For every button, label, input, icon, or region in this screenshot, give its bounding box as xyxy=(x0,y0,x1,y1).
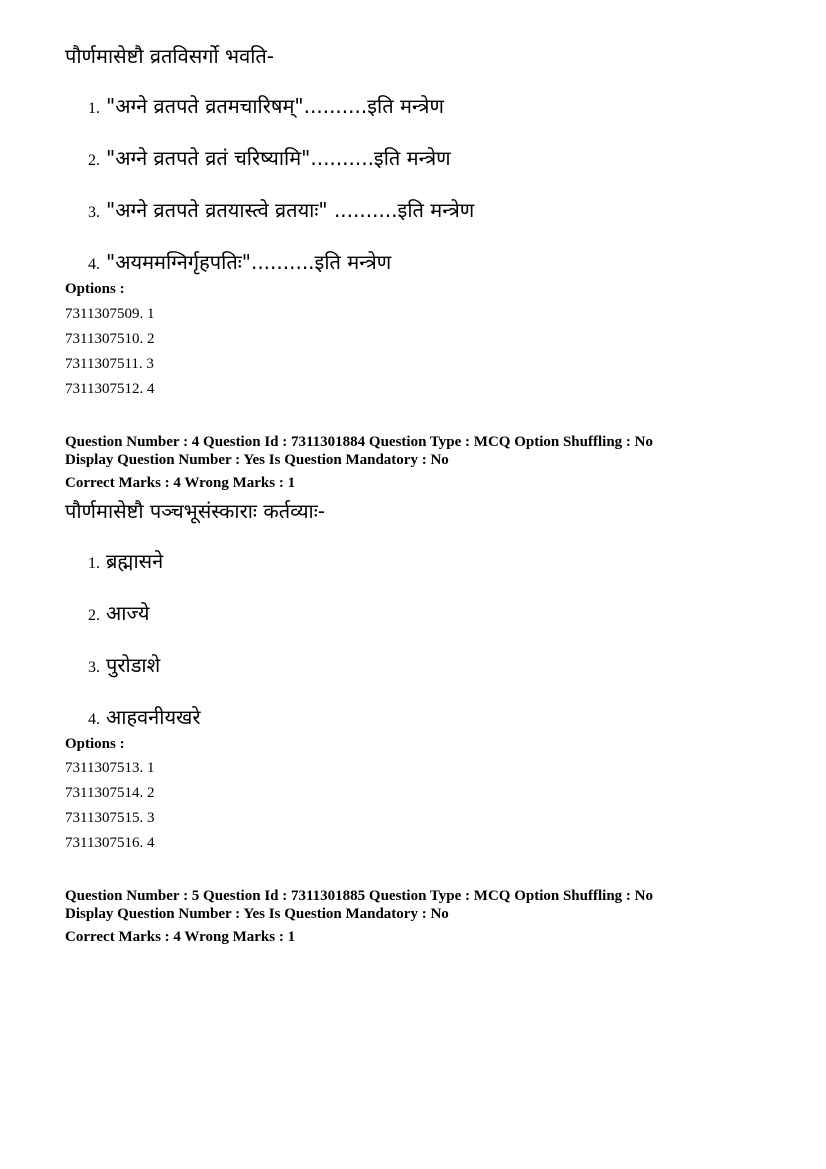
item-text: "अग्ने व्रतपते व्रतयास्त्वे व्रतयाः" ..........इति मन्त्रेण xyxy=(106,198,475,222)
item-text: "अग्ने व्रतपते व्रतमचारिषम्"..........इति मन्त्रेण xyxy=(106,94,444,118)
item-number: 4. xyxy=(88,711,100,728)
question-item xyxy=(88,601,149,628)
question-stem: पौर्णमासेष्टौ व्रतविसर्गो भवति- xyxy=(65,44,274,68)
question-meta-line: Question Number : 4 Question Id : 7311301884 Question Type : MCQ Option Shuffling : No xyxy=(65,434,653,450)
question-item xyxy=(88,94,444,121)
question-meta-line: Display Question Number : Yes Is Question Mandatory : No xyxy=(65,452,449,468)
item-number: 4. xyxy=(88,256,100,273)
question-item xyxy=(88,146,451,173)
question-item xyxy=(88,653,160,680)
item-text: आज्ये xyxy=(106,601,150,625)
question-meta-line: Display Question Number : Yes Is Question Mandatory : No xyxy=(65,906,449,922)
option-row: 7311307510. 2 xyxy=(65,331,155,347)
item-text: "अग्ने व्रतपते व्रतं चरिष्यामि"..........इति मन्त्रेण xyxy=(106,146,451,170)
option-row: 7311307512. 4 xyxy=(65,381,155,397)
question-item xyxy=(88,549,163,576)
option-row: 7311307515. 3 xyxy=(65,810,155,826)
item-number: 3. xyxy=(88,204,100,221)
question-marks: Correct Marks : 4 Wrong Marks : 1 xyxy=(65,929,296,945)
option-row: 7311307514. 2 xyxy=(65,785,155,801)
question-marks: Correct Marks : 4 Wrong Marks : 1 xyxy=(65,475,296,491)
question-meta-line: Question Number : 5 Question Id : 7311301885 Question Type : MCQ Option Shuffling : No xyxy=(65,888,653,904)
option-row: 7311307511. 3 xyxy=(65,356,154,372)
item-number: 3. xyxy=(88,659,100,676)
question-stem: पौर्णमासेष्टौ पञ्चभूसंस्काराः कर्तव्याः- xyxy=(65,499,325,523)
item-text: ब्रह्मासने xyxy=(106,549,164,573)
item-text: "अयममग्निर्गृहपतिः"..........इति मन्त्रेण xyxy=(106,250,392,274)
item-number: 1. xyxy=(88,555,100,572)
question-item xyxy=(88,198,474,225)
item-text: पुरोडाशे xyxy=(106,653,161,677)
option-row: 7311307516. 4 xyxy=(65,835,155,851)
options-label: Options : xyxy=(65,736,125,752)
option-row: 7311307513. 1 xyxy=(65,760,155,776)
option-row: 7311307509. 1 xyxy=(65,306,155,322)
options-label: Options : xyxy=(65,281,125,297)
question-item xyxy=(88,250,391,277)
item-number: 2. xyxy=(88,607,100,624)
question-item xyxy=(88,705,201,732)
item-number: 2. xyxy=(88,152,100,169)
item-text: आहवनीयखरे xyxy=(106,705,201,729)
item-number: 1. xyxy=(88,100,100,117)
